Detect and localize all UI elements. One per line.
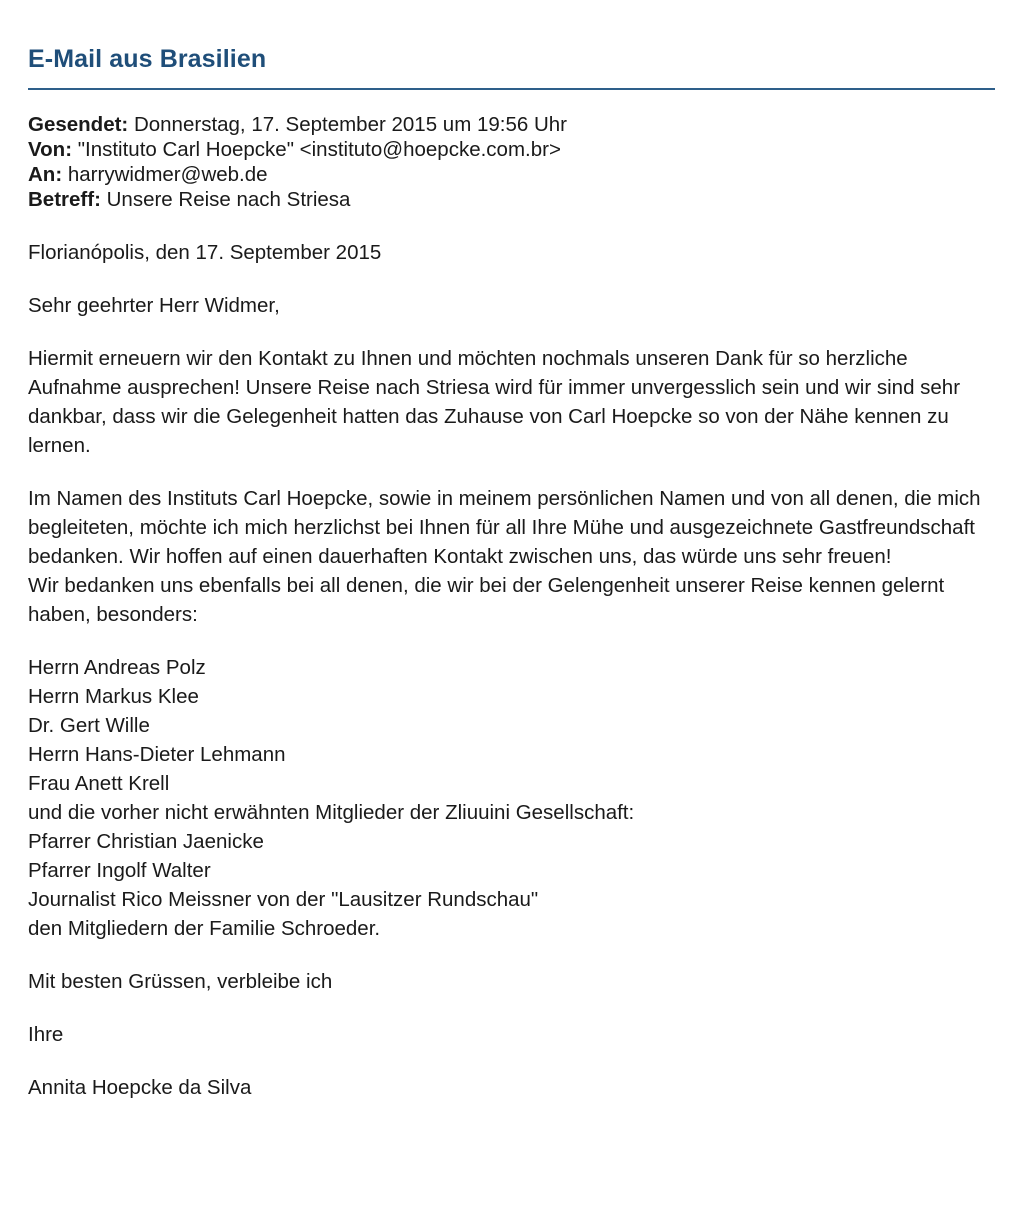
list-item: Herrn Markus Klee <box>28 685 199 708</box>
page-title: E-Mail aus Brasilien <box>28 45 267 73</box>
list-item: Pfarrer Christian Jaenicke <box>28 830 264 853</box>
body-paragraph-2: Im Namen des Instituts Carl Hoepcke, sowie in meinem persönlichen Namen und von all denen, die mich begleiteten, möchte ich mich herzlichst bei Ihnen für all Ihre Mühe und ausgezeichnete Gastfreundschaft bedanken. Wir hoffen auf einen dauerhaften Kontakt zwischen uns, das würde uns sehr freuen! <box>28 487 981 568</box>
closing-line: Mit besten Grüssen, verbleibe ich <box>28 970 333 993</box>
header-subject-label: Betreff: <box>28 188 101 211</box>
list-item: Pfarrer Ingolf Walter <box>28 859 211 882</box>
header-subject-value: Unsere Reise nach Striesa <box>106 188 351 211</box>
email-headers <box>28 112 995 212</box>
list-item: Journalist Rico Meissner von der "Lausitzer Rundschau" <box>28 888 539 911</box>
body-paragraph-1: Hiermit erneuern wir den Kontakt zu Ihnen und möchten nochmals unseren Dank für so herzliche Aufnahme ausprechen! Unsere Reise nach Striesa wird für immer unvergesslich sein und wir sind sehr dankbar, dass wir die Gelegenheit hatten das Zuhause von Carl Hoepcke so von der Nähe kennen zu lernen. <box>28 347 961 457</box>
header-from-value: "Instituto Carl Hoepcke" <instituto@hoepcke.com.br> <box>77 138 561 161</box>
header-to <box>28 162 995 187</box>
list-item: den Mitgliedern der Familie Schroeder. <box>28 917 381 940</box>
header-from <box>28 137 995 162</box>
header-sent-value: Donnerstag, 17. September 2015 um 19:56 Uhr <box>133 113 567 136</box>
list-item: und die vorher nicht erwähnten Mitglieder der Zliuuini Gesellschaft: <box>28 801 635 824</box>
salutation: Sehr geehrter Herr Widmer, <box>28 294 280 317</box>
thanks-name-list <box>28 653 995 943</box>
list-item: Herrn Andreas Polz <box>28 656 206 679</box>
list-item: Frau Anett Krell <box>28 772 170 795</box>
email-body <box>28 238 995 1102</box>
header-from-label: Von: <box>28 138 73 161</box>
header-sent <box>28 112 995 137</box>
header-to-value: harrywidmer@web.de <box>67 163 268 186</box>
signature-name: Annita Hoepcke da Silva <box>28 1076 252 1099</box>
list-item: Herrn Hans-Dieter Lehmann <box>28 743 286 766</box>
header-to-label: An: <box>28 163 63 186</box>
dateline: Florianópolis, den 17. September 2015 <box>28 241 382 264</box>
header-subject <box>28 187 995 212</box>
list-item: Dr. Gert Wille <box>28 714 150 737</box>
header-sent-label: Gesendet: <box>28 113 129 136</box>
body-paragraph-3: Wir bedanken uns ebenfalls bei all denen, die wir bei der Gelengenheit unserer Reise kennen gelernt haben, besonders: <box>28 574 945 626</box>
title-divider <box>28 88 995 90</box>
closing-line-secondary: Ihre <box>28 1023 64 1046</box>
